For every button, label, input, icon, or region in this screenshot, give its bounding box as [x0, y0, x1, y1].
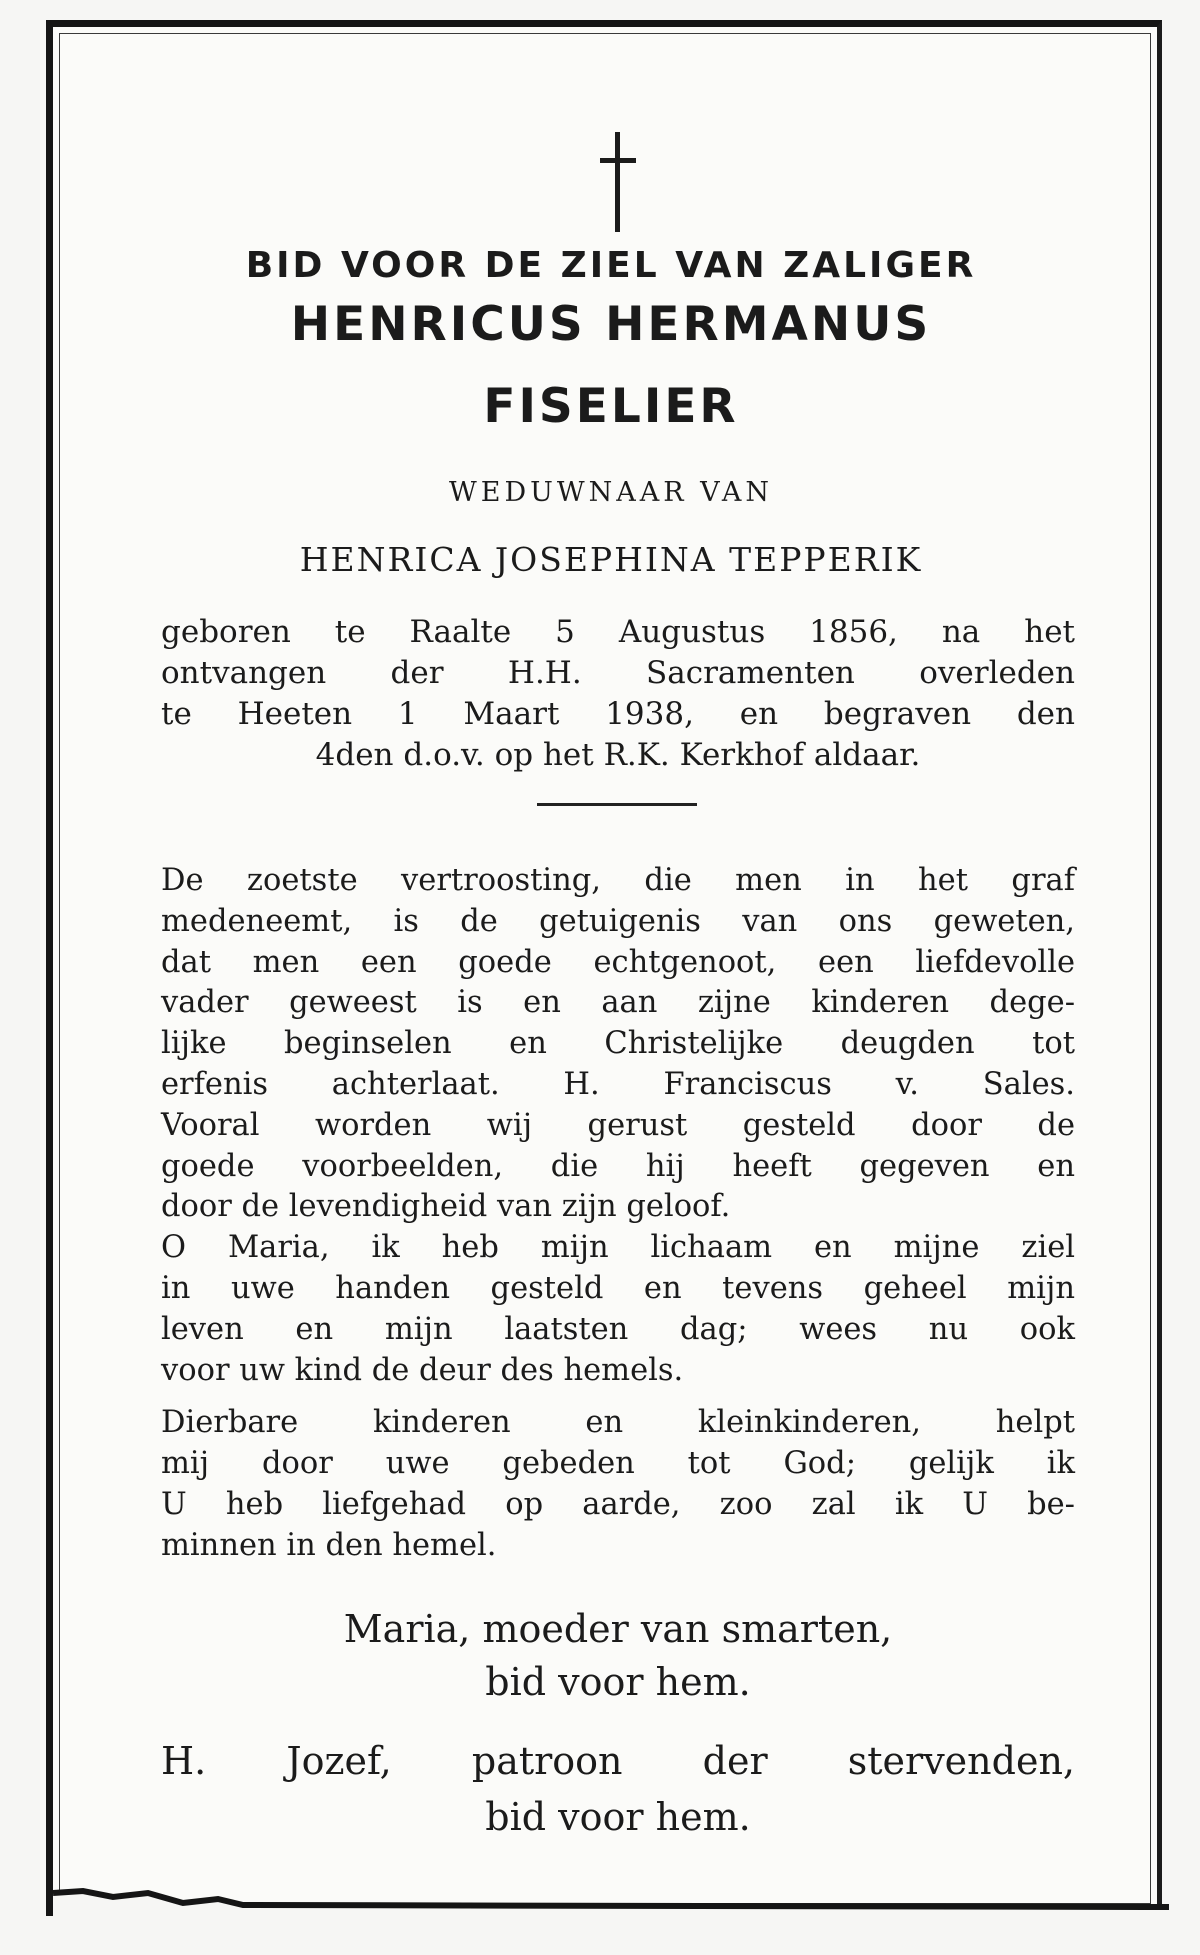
farewell-line: U heb liefgehad op aarde, zoo zal ik U be- — [161, 1486, 1075, 1522]
memorial-card — [46, 20, 1162, 1916]
relation-label: WEDUWNAAR VAN — [449, 477, 773, 508]
cross-icon — [598, 132, 638, 232]
quote-line: door de levendigheid van zijn geloof. — [161, 1189, 731, 1225]
divider — [537, 803, 697, 806]
invocation-jozef-response: bid voor hem. — [485, 1795, 751, 1839]
quote-line: erfenis achterlaat. H. Franciscus v. Sales. — [161, 1066, 1075, 1102]
spouse-name: HENRICA JOSEPHINA TEPPERIK — [299, 540, 923, 579]
farewell-line: mij door uwe gebeden tot God; gelijk ik — [161, 1446, 1075, 1482]
heading: BID VOOR DE ZIEL VAN ZALIGER — [245, 245, 977, 286]
prayer-line: leven en mijn laatsten dag; wees nu ook — [161, 1311, 1075, 1347]
quote-line: dat men een goede echtgenoot, een liefdevolle — [161, 944, 1075, 980]
bio-line: geboren te Raalte 5 Augustus 1856, na het — [161, 614, 1075, 650]
invocation-maria: Maria, moeder van smarten, — [343, 1607, 893, 1651]
invocation-jozef: H. Jozef, patroon der stervenden, — [161, 1739, 1075, 1783]
biography — [161, 612, 1075, 776]
farewell-line: Dierbare kinderen en kleinkinderen, helpt — [161, 1405, 1075, 1441]
torn-edge-decoration — [53, 1863, 1169, 1923]
deceased-name-surname: FISELIER — [483, 379, 739, 434]
bio-line: te Heeten 1 Maart 1938, en begraven den — [161, 696, 1075, 732]
quote-line: vader geweest is en aan zijne kinderen dege- — [161, 985, 1075, 1021]
bio-line: 4den d.o.v. op het R.K. Kerkhof aldaar. — [315, 737, 921, 773]
prayer-line: in uwe handen gesteld en tevens geheel mijn — [161, 1270, 1075, 1306]
prayer-line: O Maria, ik heb mijn lichaam en mijne ziel — [161, 1230, 1075, 1266]
quote-line: medeneemt, is de getuigenis van ons geweten, — [161, 903, 1075, 939]
consolation-text — [161, 861, 1075, 1567]
bio-line: ontvangen der H.H. Sacramenten overleden — [161, 655, 1075, 691]
prayer-line: voor uw kind de deur des hemels. — [161, 1352, 684, 1388]
quote-line: Vooral worden wij gerust gesteld door de — [161, 1107, 1075, 1143]
quote-line: goede voorbeelden, die hij heeft gegeven en — [161, 1148, 1075, 1184]
deceased-name-first: HENRICUS HERMANUS — [290, 297, 932, 352]
quote-line: De zoetste vertroosting, die men in het graf — [161, 863, 1075, 898]
farewell-line: minnen in den hemel. — [161, 1527, 497, 1563]
quote-line: lijke beginselen en Christelijke deugden tot — [161, 1026, 1075, 1062]
invocation-maria-response: bid voor hem. — [485, 1660, 751, 1704]
